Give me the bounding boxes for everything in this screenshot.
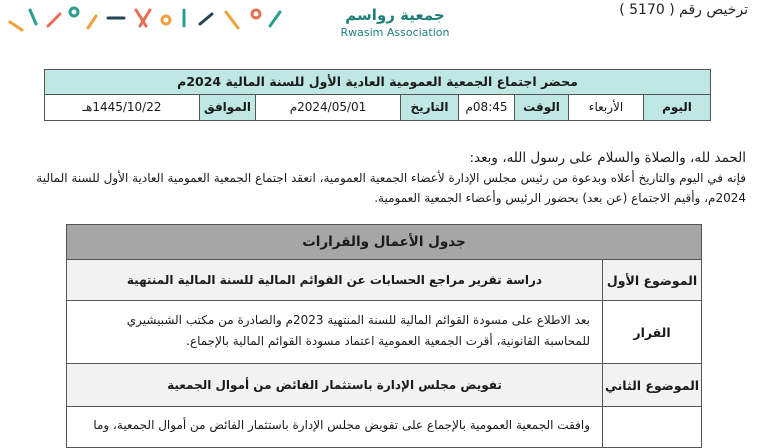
agenda-table <box>66 224 702 448</box>
logo-decoration-icon <box>0 0 290 40</box>
row-content: تفويض مجلس الإدارة باستثمار الفائض من أموال الجمعية <box>67 364 602 406</box>
day-label: اليوم <box>643 95 710 120</box>
row-label: الموضوع الأول <box>602 260 701 300</box>
meeting-title: محضر اجتماع الجمعية العمومية العادية الأول للسنة المالية 2024م <box>45 70 710 95</box>
table-row <box>67 301 701 364</box>
hijri-label: الموافق <box>199 95 255 120</box>
intro-text <box>22 148 746 208</box>
agenda-heading: جدول الأعمال والقرارات <box>67 225 701 260</box>
row-content: وافقت الجمعية العمومية بالإجماع على تفويض مجلس الإدارة باستثمار الفائض من أموال الجمعية، وما <box>93 418 590 432</box>
table-row <box>67 407 701 447</box>
row-content: بعد الاطلاع على مسودة القوائم المالية للسنة المنتهية 2023م والصادرة من مكتب الشبيشيري للمحاسبة القانونية، أقرت الجمعية العمومية اعتماد مسودة القوائم المالية بالإجماع. <box>126 313 590 348</box>
time-label: الوقت <box>514 95 568 120</box>
greeting: الحمد لله، والصلاة والسلام على رسول الله، وبعد: <box>469 150 746 166</box>
date-label: التاريخ <box>400 95 458 120</box>
row-label: الموضوع الثاني <box>602 364 701 406</box>
meeting-info-table <box>44 69 711 121</box>
table-row <box>67 260 701 301</box>
row-content: دراسة تقرير مراجع الحسابات عن القوائم المالية للسنة المالية المنتهية <box>67 260 602 300</box>
table-row <box>67 364 701 407</box>
row-label <box>602 407 701 447</box>
logo-arabic-name: جمعية رواسم <box>345 6 445 24</box>
license-number: ترخيص رقم ( 5170 ) <box>619 2 748 18</box>
hijri-value: 1445/10/22هـ <box>82 100 162 114</box>
meeting-info-row <box>45 95 710 120</box>
row-label: القرار <box>602 301 701 363</box>
date-value: 2024/05/01م <box>255 95 400 120</box>
intro-paragraph: فإنه في اليوم والتاريخ أعلاه وبدعوة من رئيس مجلس الإدارة لأعضاء الجمعية العمومية، انعقد اجتماع الجمعية العمومية العادية الأول للسنة المالية 2024م، وأقيم الاجتماع (عن بعد) بحضور الرئيس وأعضاء الجمعية العمومية. <box>36 171 746 205</box>
logo-english-name: Rwasim Association <box>340 26 450 39</box>
day-value: الأربعاء <box>568 95 643 120</box>
time-value: 08:45م <box>458 95 514 120</box>
